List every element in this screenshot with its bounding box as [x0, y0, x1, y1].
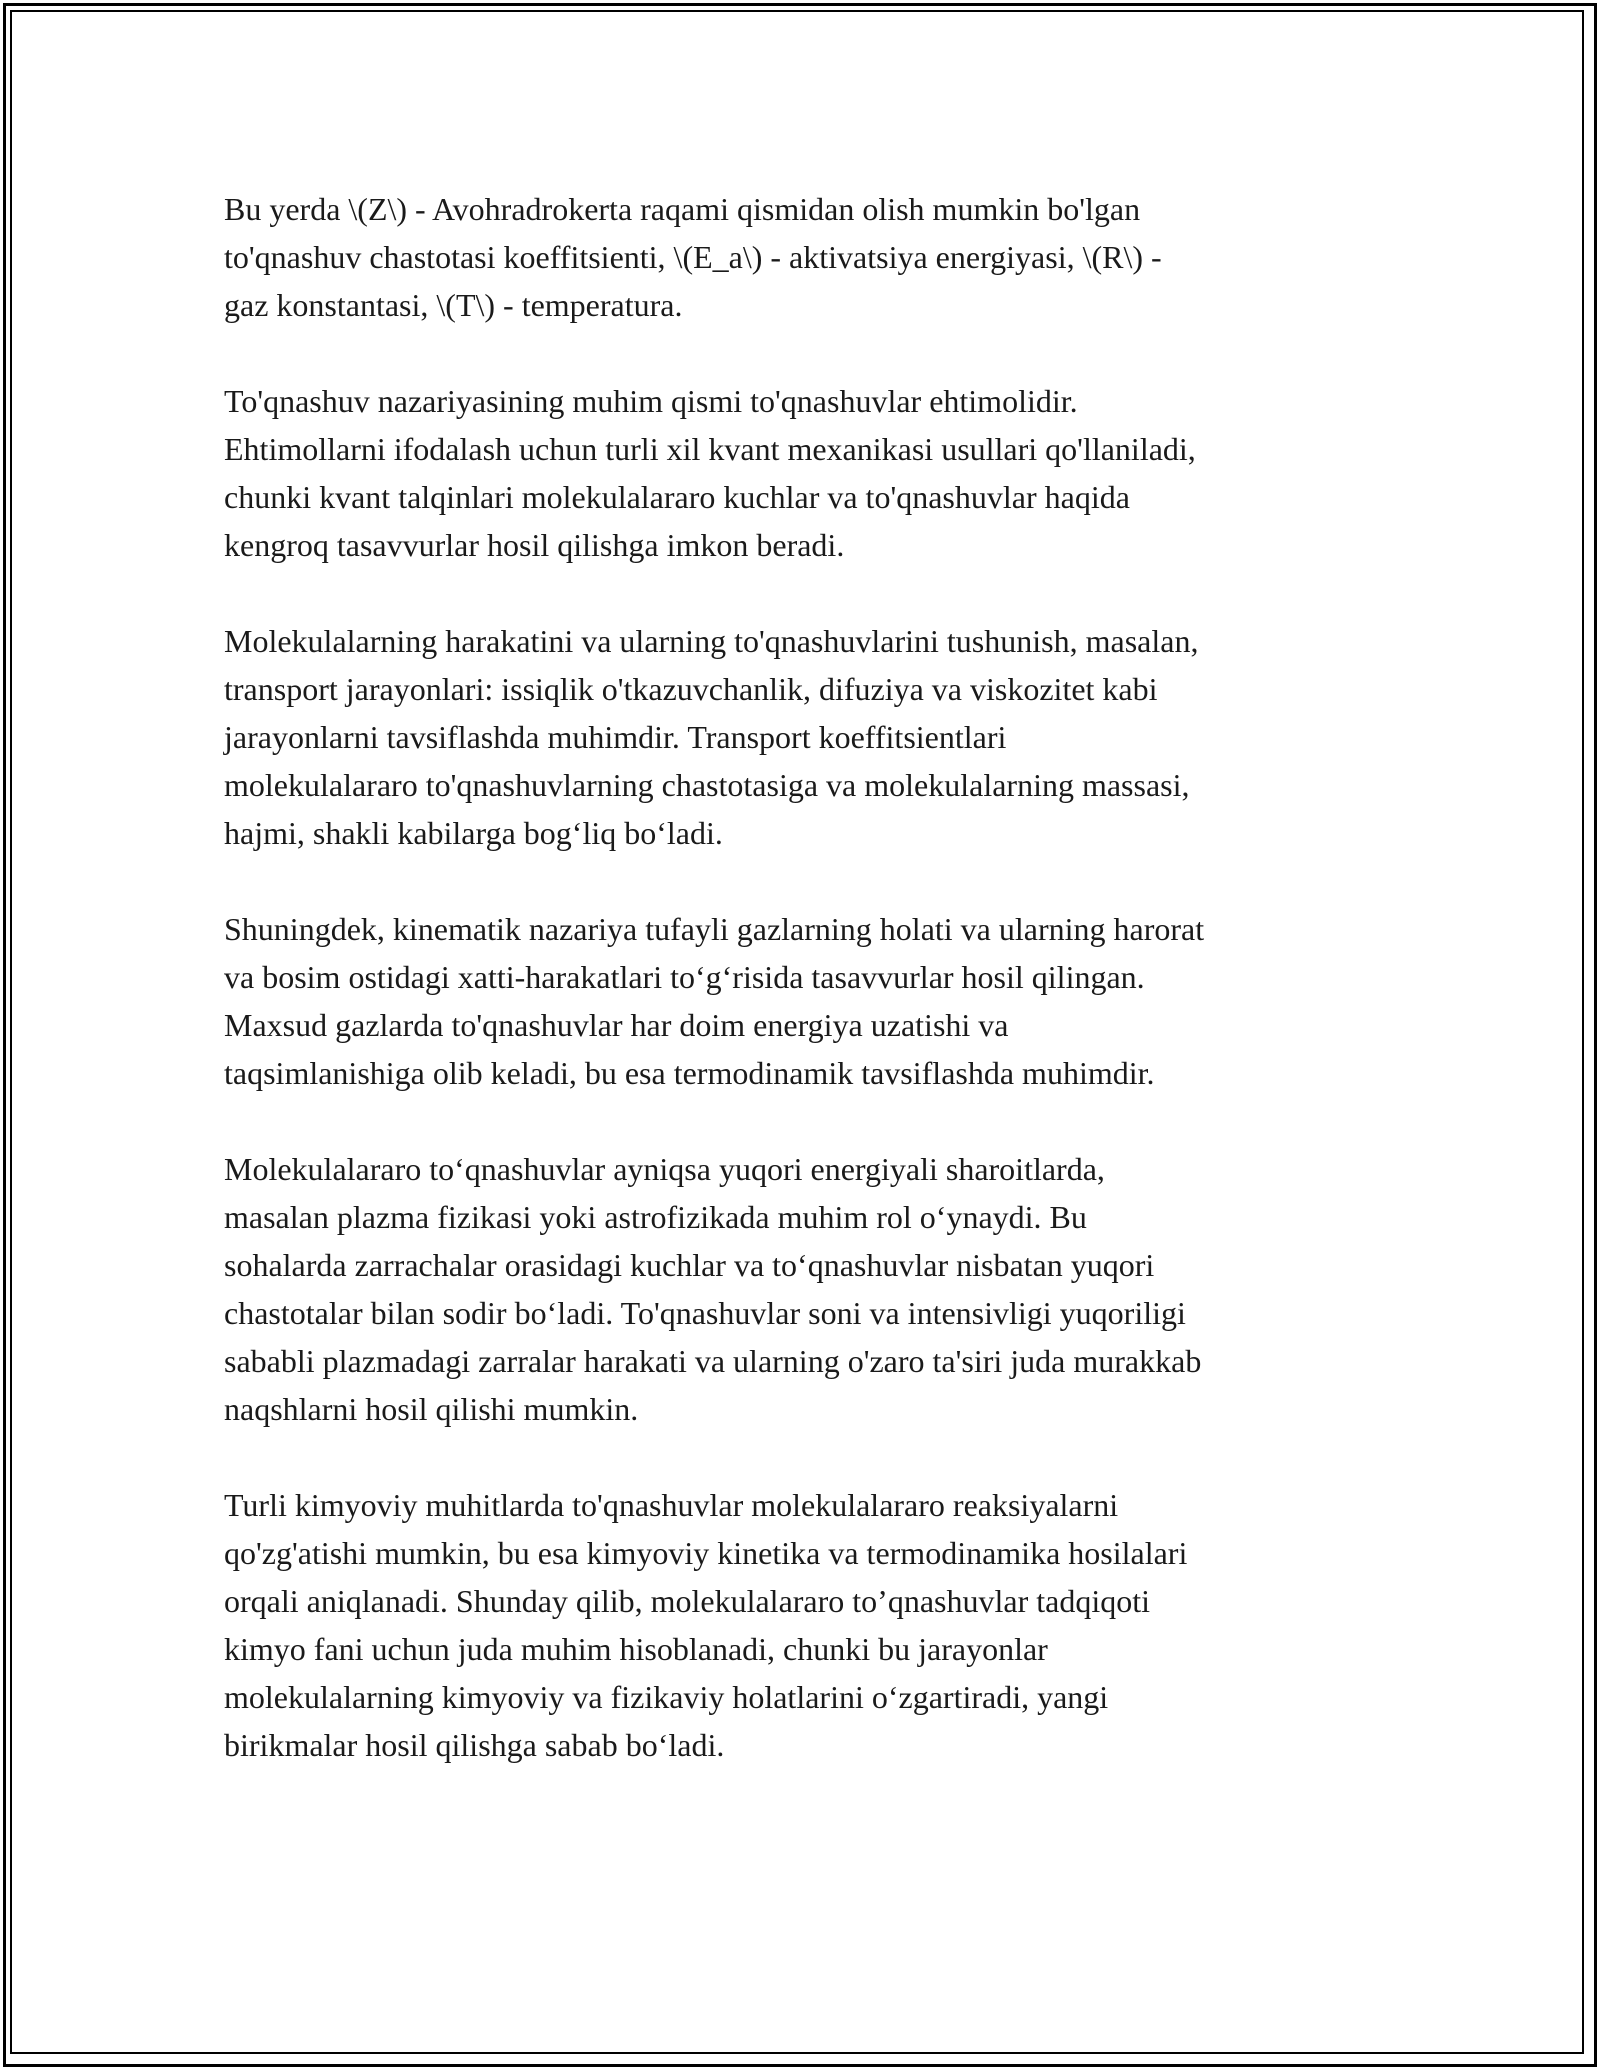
document-body: [224, 185, 1384, 1817]
paragraph-collision-probability: To'qnashuv nazariyasining muhim qismi to'qnashuvlar ehtimolidir. Ehtimollarni ifodalash uchun turli xil kvant mexanikasi usullari qo'llaniladi, chunki kvant talqinlari molekulalararo kuchlar va to'qnashuvlar haqida kengroq tasavvurlar hosil qilishga imkon beradi.: [224, 383, 1196, 563]
paragraph-transport-processes: Molekulalarning harakatini va ularning to'qnashuvlarini tushunish, masalan, transport jarayonlari: issiqlik o'tkazuvchanlik, difuziya va viskozitet kabi jarayonlarni tavsiflashda muhimdir. Transport koeffitsientlari molekulalararo to'qnashuvlarning chastotasiga va molekulalarning massasi, hajmi, shakli kabilarga bog‘liq bo‘ladi.: [224, 623, 1199, 851]
paragraph-collision-frequency: Bu yerda \(Z\) - Avohradrokerta raqami qismidan olish mumkin bo'lgan to'qnashuv chastotasi koeffitsienti, \(E_a\) - aktivatsiya energiyasi, \(R\) - gaz konstantasi, \(T\) - temperatura.: [224, 191, 1162, 323]
paragraph-chemical-reactions: Turli kimyoviy muhitlarda to'qnashuvlar molekulalararo reaksiyalarni qo'zg'atishi mumkin, bu esa kimyoviy kinetika va termodinamika hosilalari orqali aniqlanadi. Shunday qilib, molekulalararo to’qnashuvlar tadqiqoti kimyo fani uchun juda muhim hisoblanadi, chunki bu jarayonlar molekulalarning kimyoviy va fizikaviy holatlarini o‘zgartiradi, yangi birikmalar hosil qilishga sabab bo‘ladi.: [224, 1487, 1188, 1763]
paragraph-kinematic-theory: Shuningdek, kinematik nazariya tufayli gazlarning holati va ularning harorat va bosim ostidagi xatti-harakatlari to‘g‘risida tasavvurlar hosil qilingan. Maxsud gazlarda to'qnashuvlar har doim energiya uzatishi va taqsimlanishiga olib keladi, bu esa termodinamik tavsiflashda muhimdir.: [224, 911, 1205, 1091]
paragraph-plasma-physics: Molekulalararo to‘qnashuvlar ayniqsa yuqori energiyali sharoitlarda, masalan plazma fizikasi yoki astrofizikada muhim rol o‘ynaydi. Bu sohalarda zarrachalar orasidagi kuchlar va to‘qnashuvlar nisbatan yuqori chastotalar bilan sodir bo‘ladi. To'qnashuvlar soni va intensivligi yuqoriligi sababli plazmadagi zarralar harakati va ularning o'zaro ta'siri juda murakkab naqshlarni hosil qilishi mumkin.: [224, 1151, 1202, 1427]
